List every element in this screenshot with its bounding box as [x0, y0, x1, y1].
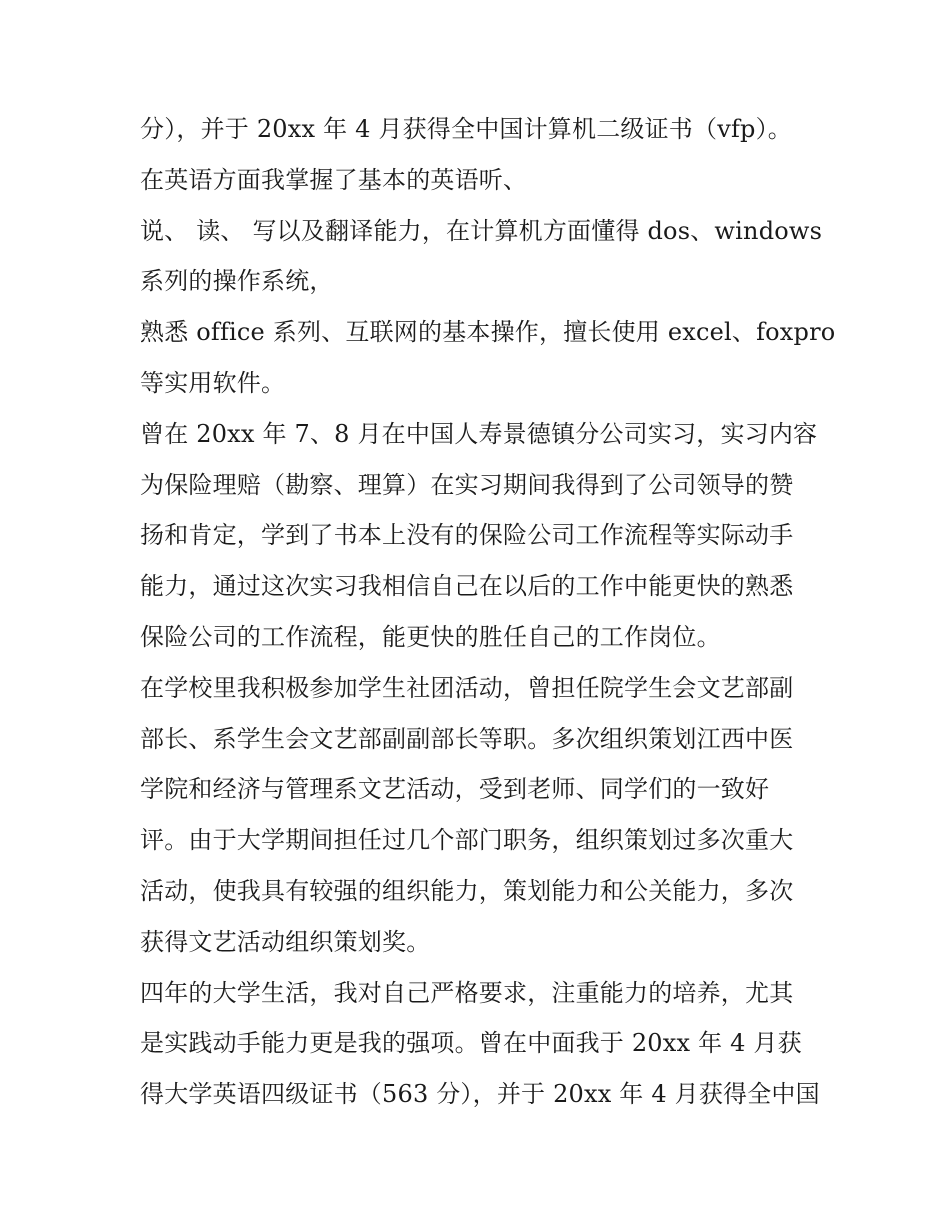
text-line: 活动，使我具有较强的组织能力，策划能力和公关能力，多次	[140, 876, 794, 905]
text-line: 得大学英语四级证书（563 分），并于 20xx 年 4 月获得全中国	[140, 1080, 820, 1109]
text-line: 学院和经济与管理系文艺活动，受到老师、同学们的一致好	[140, 775, 770, 804]
text-line: 是实践动手能力更是我的强项。曾在中面我于 20xx 年 4 月获	[140, 1029, 802, 1058]
text-line: 部长、系学生会文艺部副副部长等职。多次组织策划江西中医	[140, 724, 794, 753]
text-line: 分），并于 20xx 年 4 月获得全中国计算机二级证书（vfp）。	[140, 115, 792, 143]
text-line: 说、 读、 写以及翻译能力，在计算机方面懂得 dos、windows	[140, 216, 823, 245]
text-line: 评。由于大学期间担任过几个部门职务，组织策划过多次重大	[140, 826, 794, 855]
text-line: 四年的大学生活，我对自己严格要求，注重能力的培养，尤其	[140, 978, 794, 1007]
text-line: 为保险理赔（勘察、理算）在实习期间我得到了公司领导的赞	[140, 470, 794, 499]
text-line: 扬和肯定，学到了书本上没有的保险公司工作流程等实际动手	[140, 521, 794, 550]
text-line: 在学校里我积极参加学生社团活动，曾担任院学生会文艺部副	[140, 673, 794, 702]
text-line: 保险公司的工作流程，能更快的胜任自己的工作岗位。	[140, 622, 721, 651]
text-line: 熟悉 office 系列、互联网的基本操作，擅长使用 excel、foxpro	[140, 318, 836, 347]
text-line: 等实用软件。	[140, 368, 286, 397]
text-line: 曾在 20xx 年 7、8 月在中国人寿景德镇分公司实习，实习内容	[140, 419, 818, 448]
text-line: 系列的操作系统，	[140, 267, 334, 296]
text-line: 获得文艺活动组织策划奖。	[140, 927, 431, 956]
text-line: 能力，通过这次实习我相信自己在以后的工作中能更快的熟悉	[140, 572, 794, 601]
body-text	[140, 104, 840, 1120]
text-line: 在英语方面我掌握了基本的英语听、	[140, 165, 528, 194]
